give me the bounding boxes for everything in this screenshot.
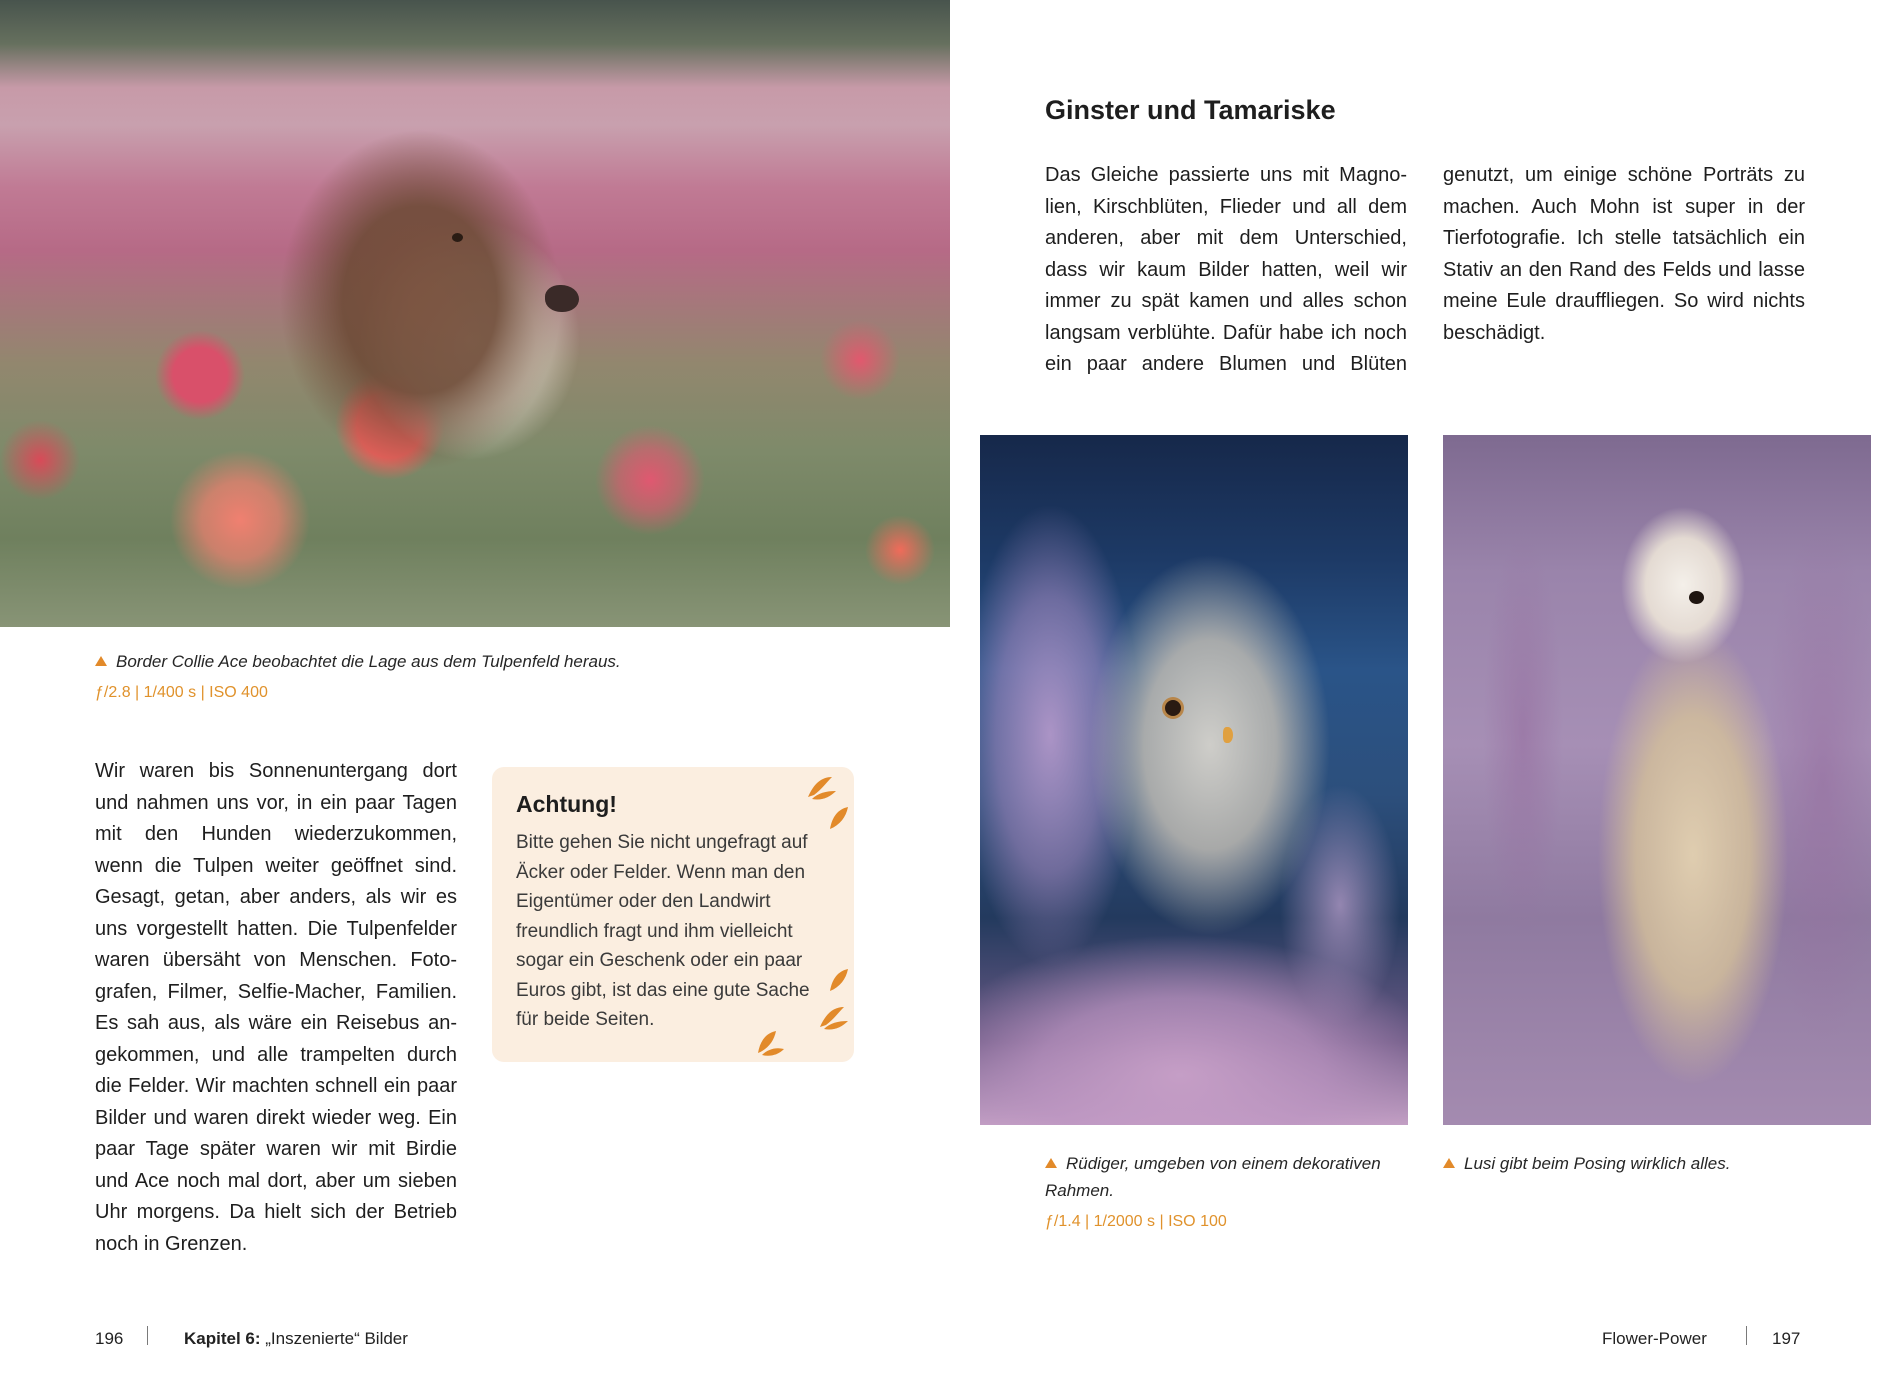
right-body-column-2 [1443,160,1805,349]
owl-eye [1165,700,1181,716]
dog-nose [545,285,579,312]
chapter-name: „Inszenierte“ Bilder [260,1329,408,1348]
footer-divider [1746,1326,1747,1345]
callout-line: freundlich fragt und ihm vielleicht [516,920,793,942]
body-line: gekommen, und alle trampelten durch [95,1043,457,1066]
body-line: paar Tage später waren wir mit Birdie [95,1138,457,1160]
page-number-left: 196 [95,1329,124,1348]
body-line: uns vorgestellt hatten. Die Tulpenfelder [95,917,457,940]
section-heading: Ginster und Tamariske [1045,95,1336,125]
callout-line: Bitte gehen Sie nicht ungefragt auf [516,832,808,853]
callout-line: sogar ein Geschenk oder ein paar [516,950,803,971]
body-line: Bilder und waren direkt wieder weg. Ein [95,1106,457,1129]
callout-line: Eigentümer oder den Landwirt [516,891,771,912]
caption-triangle-icon [1443,1158,1455,1168]
left-body-text [95,756,457,1260]
chapter-number: Kapitel 6: [184,1329,261,1348]
barn-owl-photo [1443,435,1871,1125]
owl-beak [1223,727,1233,743]
caption-triangle-icon [95,656,107,666]
dog-eye [452,233,463,242]
leaf-icon [826,965,852,995]
body-line: und Ace noch mal dort, aber um sieben [95,1169,457,1192]
caption-triangle-icon [1045,1158,1057,1168]
leaf-icon [804,773,838,803]
dog-photo-caption [95,648,875,675]
warning-callout-box [492,767,854,1062]
body-line: dass wir kaum Bilder hatten, weil wir [1045,258,1407,281]
chapter-title [184,1327,408,1351]
right-body-column-1 [1045,160,1407,381]
leaf-icon [816,1003,850,1033]
body-line: mit den Hunden wiederzukommen, [95,823,457,845]
ural-caption-text: Rüdiger, umgeben von einem dekorativen Rahmen. [1045,1154,1381,1200]
body-line: Das Gleiche passierte uns mit Magno- [1045,164,1407,186]
body-line: langsam verblühte. Dafür habe ich noch [1045,321,1407,344]
callout-title: Achtung! [516,791,617,817]
body-line: noch in Grenzen. [95,1232,248,1255]
callout-line: für beide Seiten. [516,1009,655,1030]
body-line: beschädigt. [1443,321,1546,344]
body-line: machen. Auch Mohn ist super in der [1443,195,1805,218]
body-line: Wir waren bis Sonnenuntergang dort [95,760,457,782]
ural-owl-exif: ƒ/1.4 | 1/2000 s | ISO 100 [1045,1213,1227,1230]
barn-caption-text: Lusi gibt beim Posing wirklich alles. [1464,1154,1731,1173]
callout-text [516,828,830,1035]
body-line: anderen, aber mit dem Unterschied, [1045,227,1407,249]
body-line: waren übersäht von Menschen. Foto- [95,949,457,971]
body-line: wenn die Tulpen weiter geöffnet sind. [95,854,457,877]
body-line: Es sah aus, als wäre ein Reisebus an- [95,1012,457,1034]
body-line: immer zu spät kamen und alles schon [1045,290,1407,312]
ural-owl-photo [980,435,1408,1125]
dog-photo-exif: ƒ/2.8 | 1/400 s | ISO 400 [95,684,268,701]
footer-divider [147,1326,148,1345]
body-line: genutzt, um einige schöne Porträts zu [1443,164,1805,186]
body-line: lien, Kirschblüten, Flieder und all dem [1045,195,1407,218]
body-line: und nahmen uns vor, in ein paar Tagen [95,791,457,814]
dog-tulip-photo [0,0,950,627]
body-line: Gesagt, getan, aber anders, als wir es [95,886,457,908]
section-name-footer: Flower-Power [1602,1329,1707,1348]
leaf-icon [826,803,852,833]
callout-line: Euros gibt, ist das eine gute Sache [516,979,810,1001]
barn-owl-caption [1443,1150,1843,1177]
body-line: meine Eule drauffliegen. So wird nichts [1443,290,1805,312]
callout-line: Äcker oder Felder. Wenn man den [516,861,806,883]
body-line: grafen, Filmer, Selfie-Macher, Familien. [95,980,457,1003]
body-line: ein paar andere Blumen und Blüten [1045,353,1407,375]
body-line: Tierfotografie. Ich stelle tatsächlich ein [1443,227,1805,249]
body-line: Uhr morgens. Da hielt sich der Betrieb [95,1201,457,1223]
leaf-icon [752,1027,786,1057]
page-number-right: 197 [1772,1329,1801,1348]
dog-caption-text: Border Collie Ace beobachtet die Lage aus dem Tulpenfeld heraus. [116,652,621,671]
ural-owl-caption [1045,1150,1415,1204]
body-line: die Felder. Wir machten schnell ein paar [95,1075,457,1097]
owl-eye [1689,591,1704,604]
body-line: Stativ an den Rand des Felds und lasse [1443,258,1805,281]
